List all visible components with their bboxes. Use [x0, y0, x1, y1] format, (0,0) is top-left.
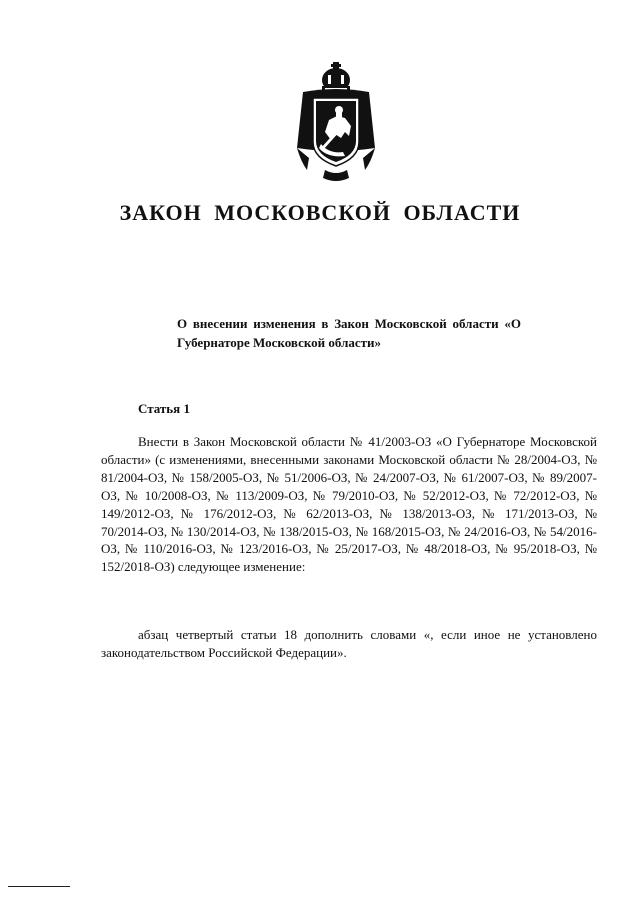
paragraph-text: абзац четвертый статьи 18 дополнить словами «, если иное не установлено законодательством Российской Федерации».	[101, 627, 597, 660]
article-paragraph	[101, 626, 597, 662]
coat-of-arms-icon	[295, 62, 377, 184]
document-subject: О внесении изменения в Закон Московской области «О Губернаторе Московской области»	[177, 316, 521, 350]
footnote-rule	[8, 886, 70, 887]
document-title: ЗАКОН МОСКОВСКОЙ ОБЛАСТИ	[119, 200, 521, 225]
paragraph-text: Внести в Закон Московской области № 41/2003-ОЗ «О Губернаторе Московской области» (с изменениями, внесенными законами Московской области № 28/2004-ОЗ, № 81/2004-ОЗ, № 158/2005-ОЗ, № 51/2006-ОЗ, № 24/2007-ОЗ, № 61/2007-ОЗ, № 89/2007-ОЗ, № 10/2008-ОЗ, № 113/2009-ОЗ, № 79/2010-ОЗ, № 52/2012-ОЗ, № 72/2012-ОЗ, № 149/2012-ОЗ, № 176/2012-ОЗ, № 62/2013-ОЗ, № 138/2013-ОЗ, № 171/2013-ОЗ, № 70/2014-ОЗ, № 130/2014-ОЗ, № 138/2015-ОЗ, № 168/2015-ОЗ, № 24/2016-ОЗ, № 54/2016-ОЗ, № 110/2016-ОЗ, № 123/2016-ОЗ, № 25/2017-ОЗ, № 48/2018-ОЗ, № 95/2018-ОЗ, № 152/2018-ОЗ) следующее изменение:	[101, 434, 597, 575]
article-paragraph	[101, 433, 597, 576]
article-heading: Статья 1	[138, 401, 190, 416]
